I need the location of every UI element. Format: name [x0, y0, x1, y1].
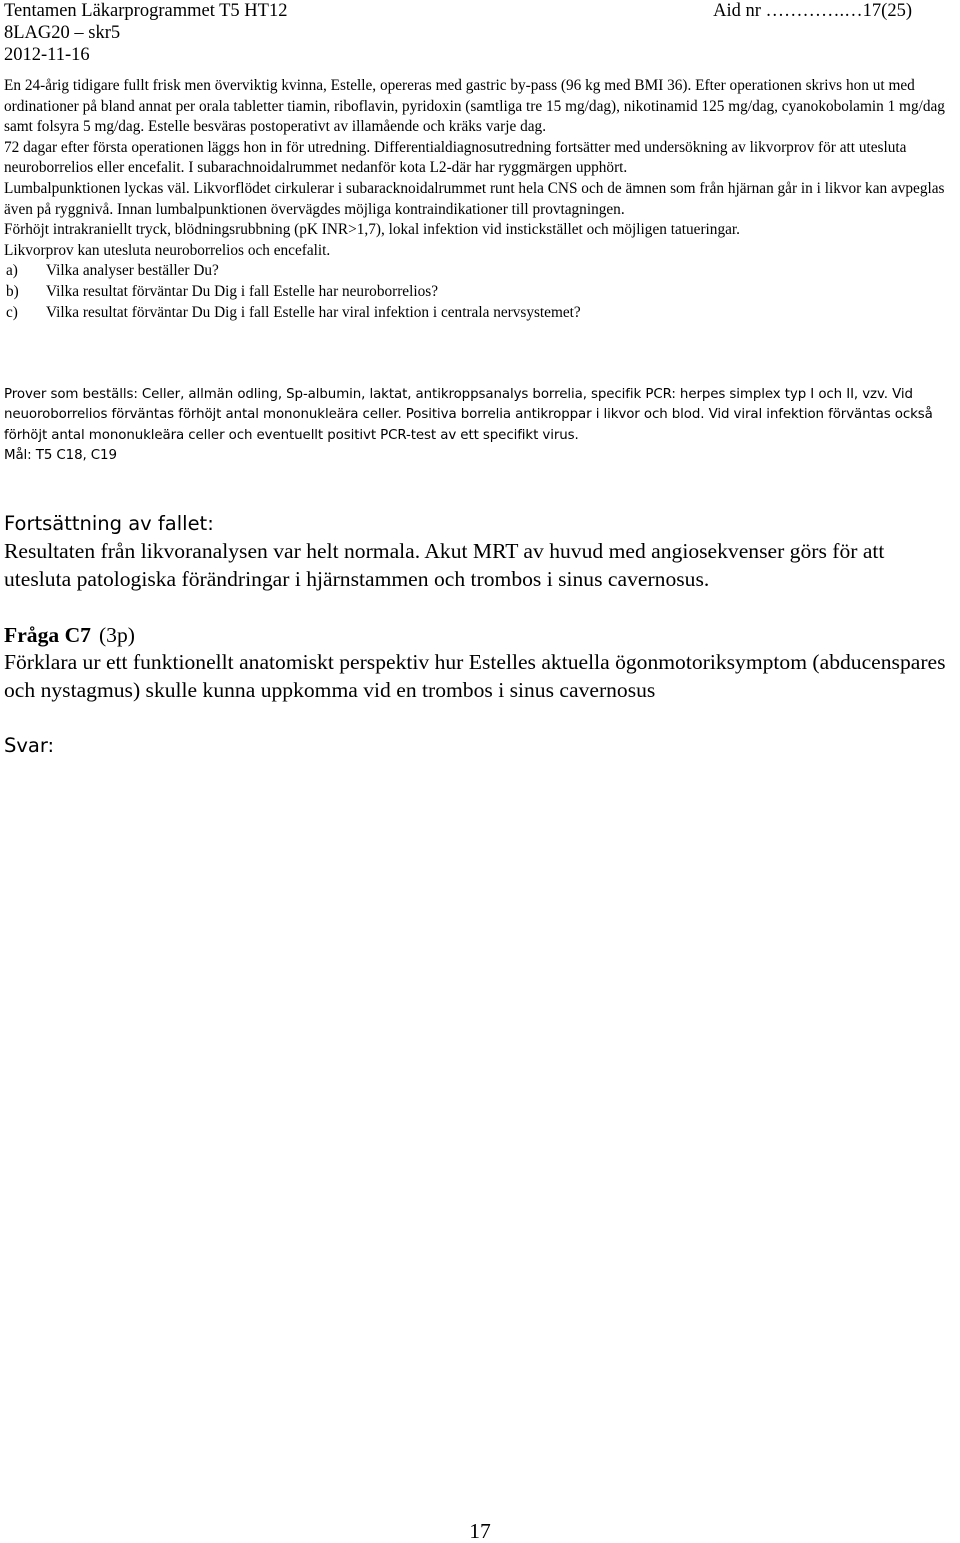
case-paragraph: Likvorprov kan utesluta neuroborrelios och encefalit. — [4, 241, 331, 259]
case-paragraph: Lumbalpunktionen lyckas väl. Likvorflödet cirkulerar i subaracknoidalrummet runt hela CNS och de ämnen som från hjärnan går in i likvor kan avpeglas även på ryggnivå. Innan lumbalpunktionen övervägdes möjliga kontraindikationer till provtagningen. — [4, 179, 945, 218]
sub-question-marker: b) — [6, 282, 19, 300]
answer-text: Prover som beställs: Celler, allmän odling, Sp-albumin, laktat, antikroppsanalys borrelia, specifik PCR: herpes simplex typ I och II, vzv. Vid neuoroborrelios förväntas förhöjt antal mononukleära celler. Positiva borrelia antikroppar i likvor och blod. Vid viral infektion förväntas också förhöjt antal mononukleära celler och eventuellt positivt PCR-test av ett specifikt virus. — [4, 387, 933, 443]
case-paragraph: Förhöjt intrakraniellt tryck, blödningsrubbning (pK INR>1,7), lokal infektion vid instickstället och möjligen tatueringar. — [4, 221, 740, 239]
course-code: 8LAG20 – skr5 — [4, 23, 121, 43]
answer-key — [4, 385, 954, 466]
continuation-title: Fortsättning av fallet: — [4, 512, 214, 535]
aid-number: Aid nr ………….…17(25) — [713, 1, 912, 21]
sub-question-marker: c) — [6, 303, 18, 321]
learning-goal: Mål: T5 C18, C19 — [4, 447, 117, 463]
answer-label: Svar: — [4, 734, 55, 757]
case-paragraph: En 24-årig tidigare fullt frisk men överviktig kvinna, Estelle, opereras med gastric by-pass (96 kg med BMI 36). Efter operationen skrivs hon ut med ordinationer på bland annat per orala tabletter tiamin, riboflavin, pyridoxin (samtliga tre 15 mg/dag), nikotinamid 125 mg/dag, cyanokobolamin 1 mg/dag samt folsyra 5 mg/dag. Estelle besväras postoperativt av illamående och kräks varje dag. — [4, 77, 945, 136]
continuation-text: Resultaten från likvoranalysen var helt normala. Akut MRT av huvud med angiosekvenser görs för att utesluta patologiska förändringar i hjärnstammen och trombos i sinus cavernosus. — [4, 539, 885, 591]
question-heading — [4, 621, 135, 649]
exam-date: 2012-11-16 — [4, 45, 90, 65]
sub-question-marker: a) — [6, 262, 18, 280]
sub-question-list — [4, 261, 954, 323]
question-text: Förklara ur ett funktionellt anatomiskt perspektiv hur Estelles aktuella ögonmotoriksymptom (abducenspares och nystagmus) skulle kunna uppkomma vid en trombos i sinus cavernosus — [4, 650, 946, 702]
sub-question-a — [4, 261, 954, 282]
sub-question-b — [4, 282, 954, 303]
case-description — [4, 76, 954, 323]
question-label: Fråga C7 — [4, 623, 91, 647]
page-number: 17 — [469, 1519, 491, 1543]
sub-question-text: Vilka resultat förväntar Du Dig i fall Estelle har neuroborrelios? — [46, 282, 438, 300]
exam-title: Tentamen Läkarprogrammet T5 HT12 — [4, 1, 288, 21]
case-paragraph: 72 dagar efter första operationen läggs hon in för utredning. Differentialdiagnosutredning fortsätter med undersökning av likvorprov för att utesluta neuroborrelios eller encefalit. I subarachnoidalrummet nedanför kota L2-där har ryggmärgen upphört. — [4, 138, 907, 177]
question-points: (3p) — [98, 623, 135, 647]
sub-question-c — [4, 303, 954, 324]
sub-question-text: Vilka resultat förväntar Du Dig i fall Estelle har viral infektion i centrala nervsystemet? — [46, 303, 581, 321]
sub-question-text: Vilka analyser beställer Du? — [46, 262, 219, 280]
